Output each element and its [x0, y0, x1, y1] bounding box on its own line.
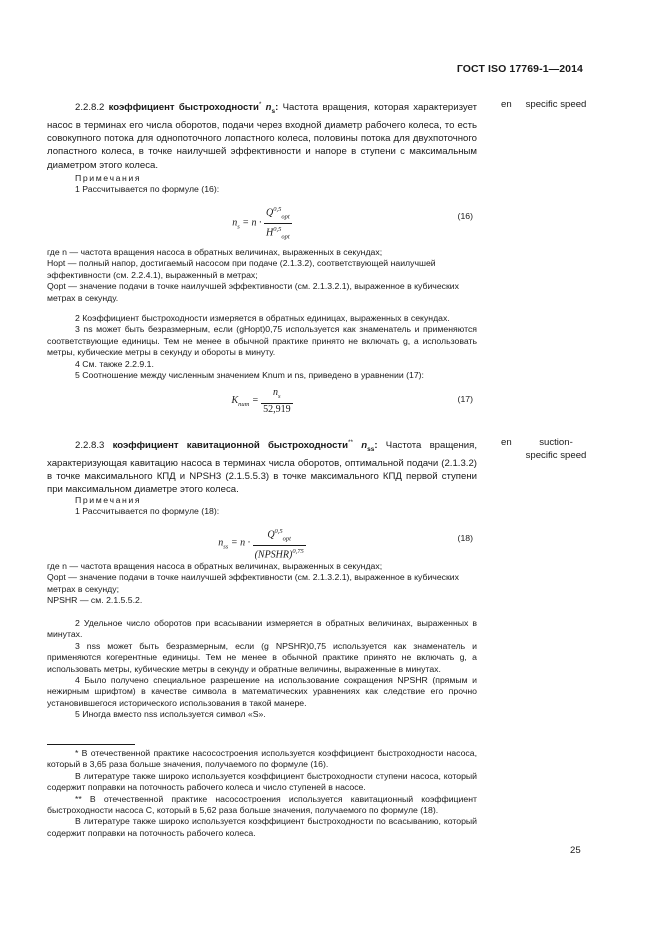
footnote-1: * В отечественной практике насосостроения используется коэффициент быстроходности насоса, который в 3,65 раза больше значения, получаемого по формуле (16).	[47, 748, 477, 770]
footnote-2-continued: В литературе также широко используется коэффициент быстроходности по всасыванию, который содержит поправки на поточность рабочего колеса.	[47, 816, 477, 838]
notes-block-2b	[47, 618, 477, 721]
page-number: 25	[570, 845, 581, 856]
note-2: 2 Коэффициент быстроходности измеряется в обратных единицах, выраженных в секундах.	[75, 313, 450, 323]
lang-code: en	[501, 99, 512, 110]
lang-code: en	[501, 437, 512, 448]
english-term: suction-specific speed	[525, 437, 587, 462]
note-1: 1 Рассчитывается по формуле (16):	[75, 184, 220, 195]
term-definition: Частота вращения, которая характеризует насос в терминах его числа оборотов, подачи через входной диаметр рабочего колеса, то есть совокупного потока для однопоточного лопастного колеса, половины потока для двухпоточного лопастного колеса, в точке наилучшей эффективности и напоре в ступени с максимальным диаметром этого колеса.	[47, 102, 477, 171]
english-term: specific speed	[525, 99, 587, 110]
term-name: коэффициент кавитационной быстроходности	[112, 440, 348, 452]
where-line: Qopt — значение подачи в точке наилучшей эффективности (см. 2.1.3.2.1), выраженное в кубических метрах в секунду.	[47, 281, 460, 303]
notes-block-1	[47, 173, 477, 244]
term-symbol-sub: ss	[367, 446, 375, 454]
term-symbol-sub: s	[271, 108, 276, 116]
where-list-2	[47, 561, 477, 607]
document-header: ГОСТ ISO 17769-1—2014	[456, 63, 583, 75]
equation-number: (18)	[457, 532, 473, 543]
clause-number: 2.2.8.2	[75, 102, 109, 114]
note-4: 4 См. также 2.2.9.1.	[75, 358, 154, 369]
note-4: 4 Было получено специальное разрешение на использование сокращения NPSHR (прямым и нежирным шрифтом) в качестве символа в математических уравнениях как следствие его прочно установившегося исторического использования в такой манере.	[47, 675, 477, 708]
footnote-divider	[47, 744, 135, 745]
note-2: 2 Удельное число оборотов при всасывании измеряется в обратных величинах, выраженных в минутах.	[47, 618, 477, 640]
equation-number: (17)	[457, 394, 473, 405]
where-line: NPSHR — см. 2.1.5.5.2.	[47, 595, 143, 606]
footnote-2: ** В отечественной практике насосостроения используется кавитационный коэффициент быстроходности насоса C, который в 5,62 раза больше значения, получаемого по формуле (18).	[47, 793, 477, 816]
where-list-1	[47, 247, 477, 304]
footnote-1-continued: В литературе также широко используется коэффициент быстроходности ступени насоса, который содержит поправки на поточность рабочего колеса и число ступеней в насосе.	[47, 770, 477, 793]
footnote-ref: **	[348, 439, 354, 446]
where-line: где n — частота вращения насоса в обратных величинах, выраженных в секундах;	[47, 247, 383, 257]
formula-18: $n_{ss} = n$ · $\frac{Q^{0,5}_{opt}}{(NPSHR)^{0,75}}$ (18)	[218, 527, 473, 560]
term-symbol: n	[261, 102, 272, 114]
footnote-ref: *	[258, 101, 262, 108]
notes-block-2	[47, 495, 477, 566]
where-line: Qopt — значение подачи в точке наилучшей эффективности (см. 2.1.3.2.1), выраженное в кубических метрах в секунду;	[47, 572, 460, 594]
equation-number: (16)	[457, 210, 473, 221]
term-definition: Частота вращения, характеризующая кавитацию насоса в терминах числа оборотов, оптимальной подачи (2.1.3.2) в точке максимального КПД и NPSH3 (2.1.5.5.3) в точке максимального КПД первой ступени при максимальном диаметре этого колеса.	[47, 440, 477, 496]
term-colon: :	[374, 440, 378, 452]
formula-16: $n_s = n$ · $\frac{Q^{0,5}_{opt}}{H^{0,5}_{opt}}$ (16)	[232, 205, 473, 240]
note-3: 3 nss может быть безразмерным, если (g NPSHR)0,75 используется как знаменатель и применяются когерентные единицы. Тем не менее в обычной практике принято не включать g, а использовать метры, кубические метры в секунду и обратные величины, выраженные в минутах.	[47, 640, 477, 674]
notes-block-1b	[47, 313, 477, 419]
term-symbol: n	[353, 440, 368, 452]
formula-17: $K_{num}$ = $\frac{n_s}{52,919}$ (17)	[231, 387, 473, 415]
clause-number: 2.2.8.3	[75, 440, 113, 452]
note-5: 5 Соотношение между численным значением Knum и ns, приведено в уравнении (17):	[75, 370, 424, 381]
notes-title: Примечания	[75, 495, 142, 505]
footnotes	[47, 748, 477, 839]
term-name: коэффициент быстроходности	[108, 102, 259, 114]
notes-title: Примечания	[75, 173, 142, 183]
term-colon: :	[275, 102, 279, 114]
term-entry-specific-speed	[47, 98, 477, 172]
where-line: где n — частота вращения насоса в обратных величинах, выраженных в секундах;	[47, 561, 383, 571]
note-3: 3 ns может быть безразмерным, если (gHopt)0,75 используется как знаменатель и применяются соответствующие единицы. Тем не менее в обычной практике принято не включать g, а использовать метры, кубические метры в секунду и обороты в минуту.	[47, 324, 477, 358]
note-1: 1 Рассчитывается по формуле (18):	[75, 506, 220, 517]
constant-value: 52,919	[263, 403, 291, 415]
note-5: 5 Иногда вместо nss используется символ «S».	[75, 709, 266, 720]
term-entry-suction-specific-speed	[47, 436, 477, 497]
where-line: Hopt — полный напор, достигаемый насосом при подаче (2.1.3.2), соответствующей наилучшей эффективности (см. 2.2.4.1), выраженный в метрах;	[47, 258, 436, 280]
